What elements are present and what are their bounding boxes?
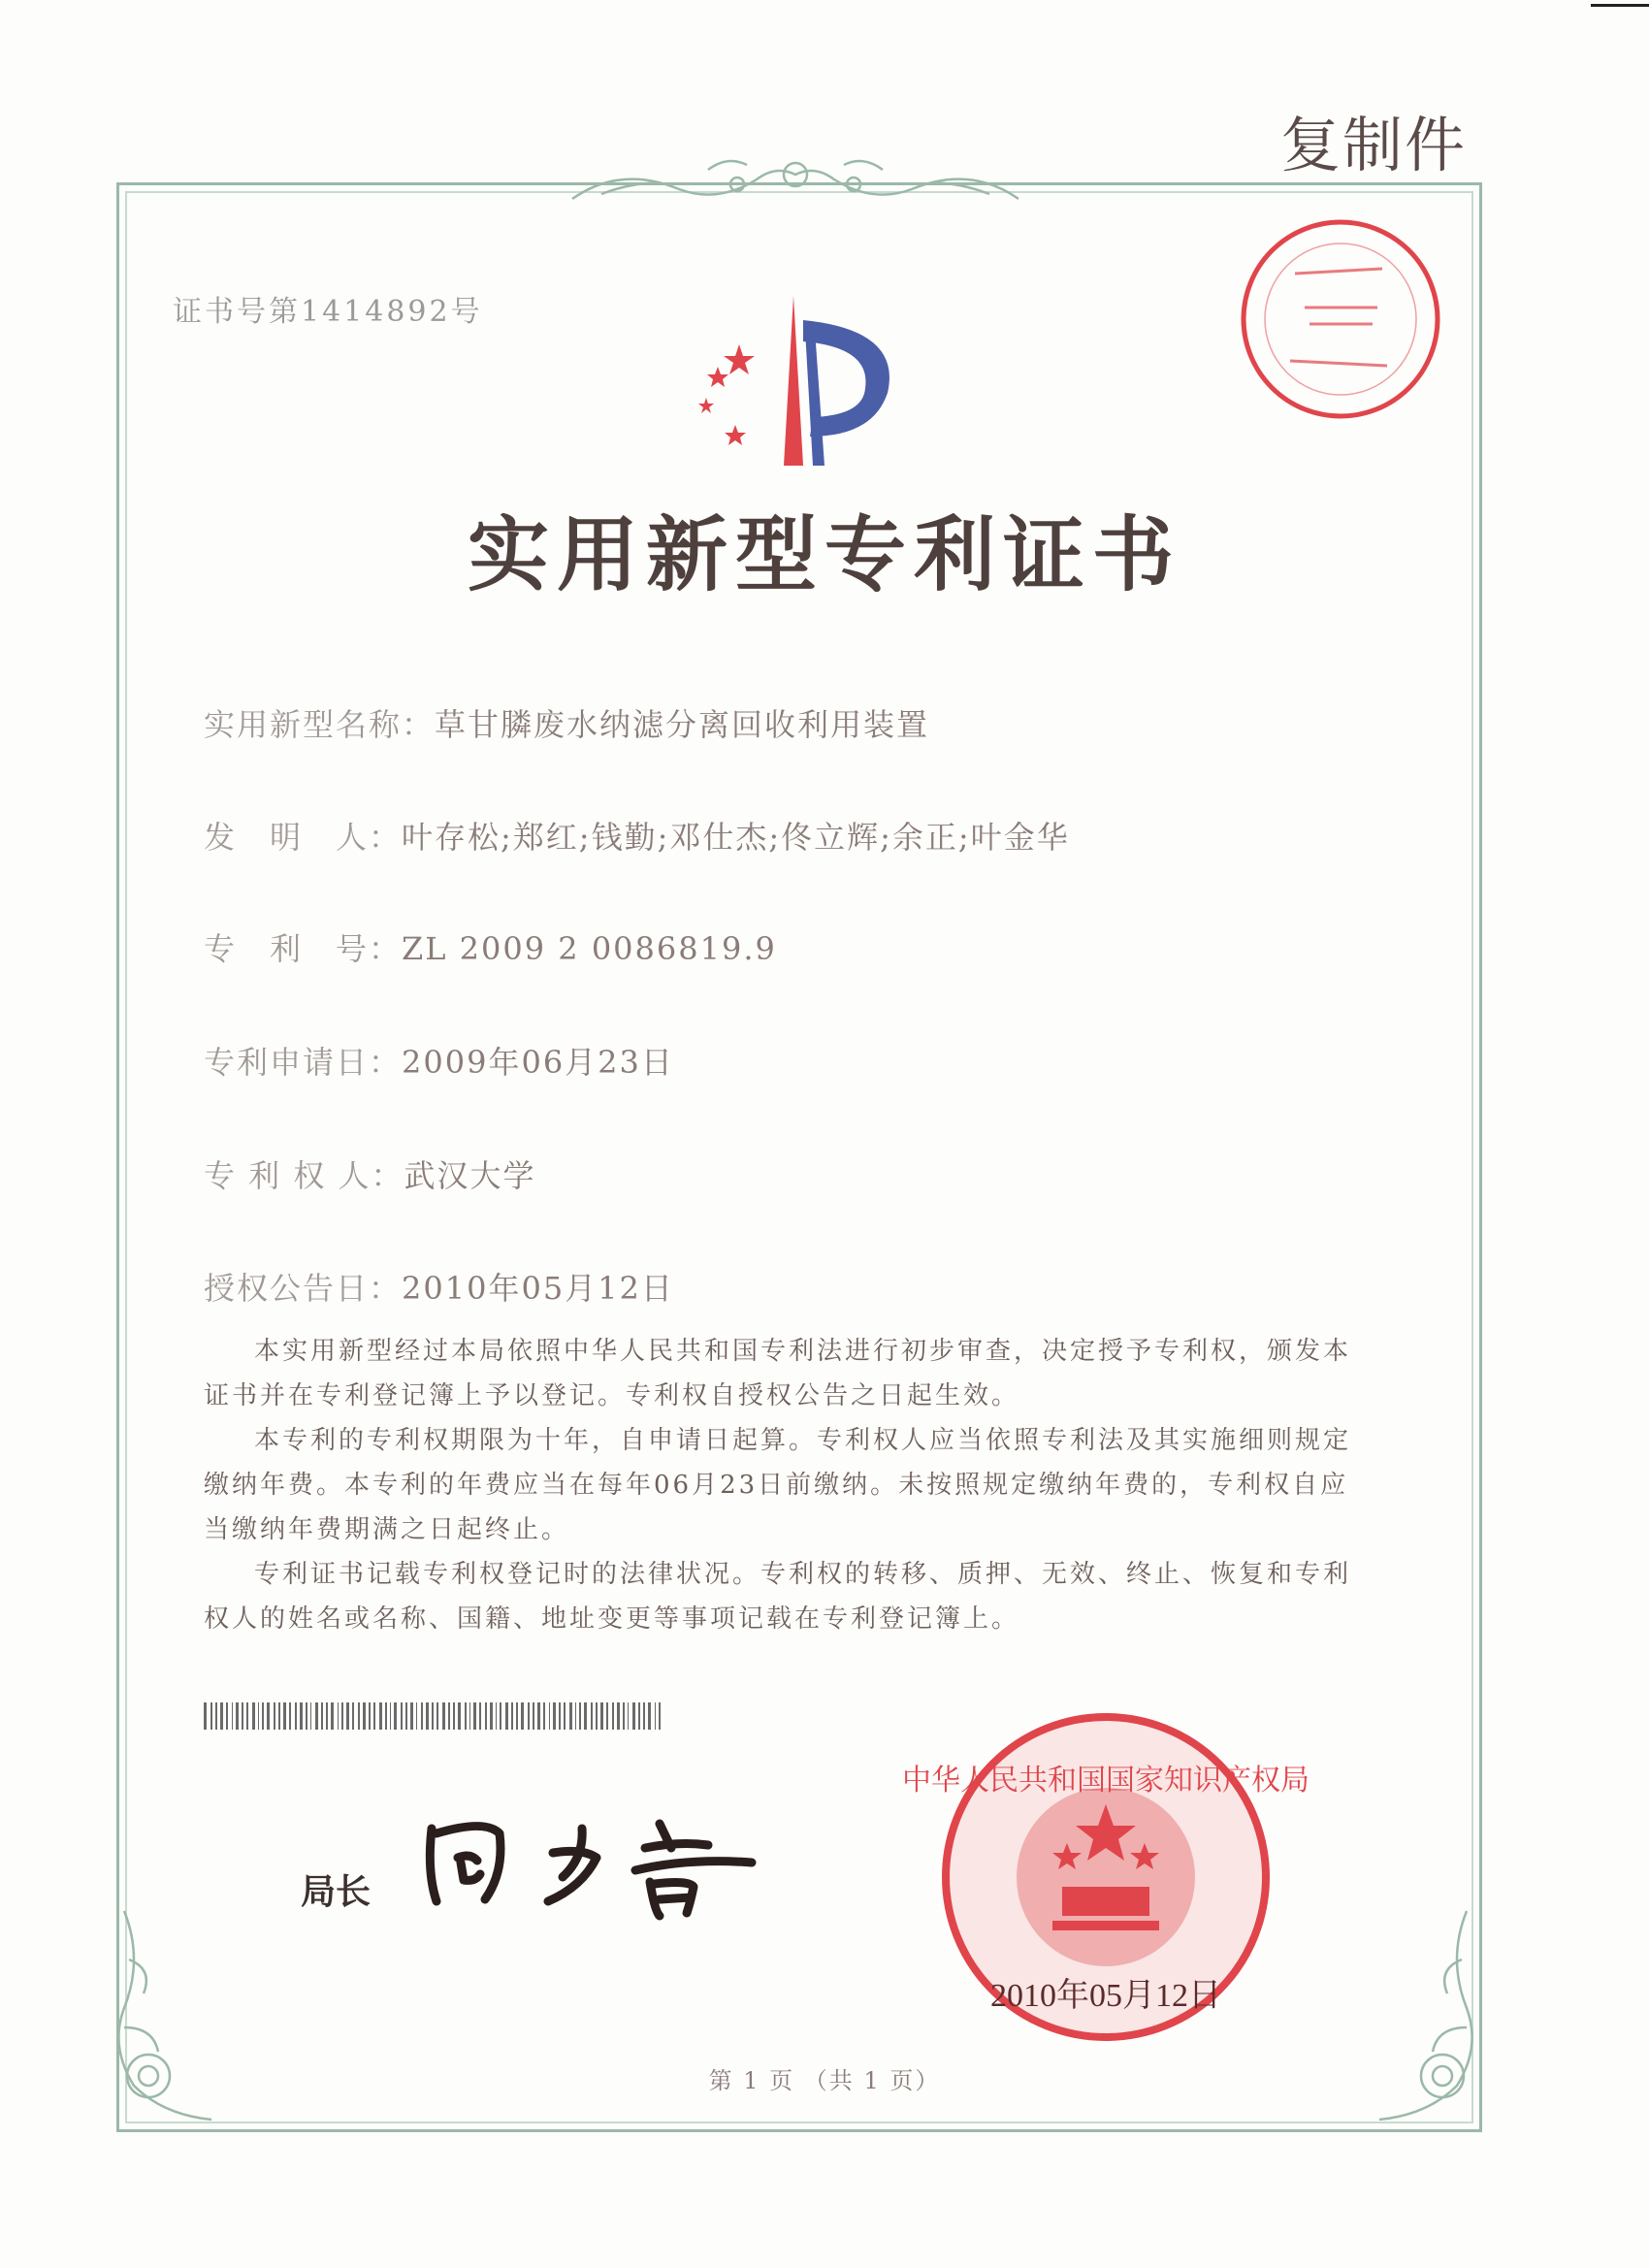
barcode-icon (204, 1702, 669, 1730)
seal-date: 2010年05月12日 (990, 1978, 1221, 2014)
field-label: 专利申请日： (204, 1044, 403, 1081)
copy-certification-seal (1237, 215, 1445, 424)
field-value: ZL 2009 2 0086819.9 (402, 930, 777, 967)
certificate-title: 实用新型专利证书 (467, 506, 1181, 602)
field-label: 授权公告日： (204, 1270, 403, 1307)
certificate-number: 证书号第1414892号 (173, 295, 483, 329)
body-paragraph: 本专利的专利权期限为十年，自申请日起算。专利权人应当依照专利法及其实施细则规定缴纳年费。本专利的年费应当在每年06月23日前缴纳。未按照规定缴纳年费的，专利权自应当缴纳年费期满之日起终止。 (204, 1426, 1352, 1544)
state-intellectual-property-office-seal (902, 1707, 1310, 2047)
bottom-right-ornament-icon (1350, 1901, 1486, 2134)
director-signature (417, 1804, 766, 1930)
field-label: 实用新型名称： (204, 706, 436, 743)
body-paragraph: 专利证书记载专利权登记时的法律状况。专利权的转移、质押、无效、终止、恢复和专利权人的姓名或名称、国籍、地址变更等事项记载在专利登记簿上。 (204, 1560, 1352, 1634)
field-value: 叶存松;郑红;钱勤;邓仕杰;佟立辉;余正;叶金华 (402, 819, 1070, 856)
certificate-body (204, 1329, 1368, 1641)
top-ornament-icon (563, 146, 1028, 213)
patent-office-logo (679, 291, 912, 475)
copy-mark: 复制件 (1280, 110, 1468, 180)
field-label: 专 利 权 人： (204, 1157, 404, 1194)
field-inventors (204, 813, 1070, 858)
field-utility-model-name (204, 700, 929, 745)
field-value: 草甘膦废水纳滤分离回收利用装置 (435, 706, 930, 743)
field-value: 2009年06月23日 (402, 1044, 674, 1081)
field-application-date (204, 1038, 674, 1083)
field-label: 发 明 人： (204, 819, 403, 856)
field-grant-announcement-date (204, 1264, 674, 1309)
field-value: 武汉大学 (404, 1157, 536, 1194)
page-number: 第 1 页 （共 1 页） (708, 2067, 941, 2094)
field-value: 2010年05月12日 (402, 1270, 674, 1307)
director-label: 局长 (301, 1871, 372, 1912)
bottom-left-ornament-icon (105, 1901, 241, 2134)
field-patent-number (204, 924, 777, 969)
svg-text:中华人民共和国国家知识产权局: 中华人民共和国国家知识产权局 (902, 1765, 1310, 1797)
field-label: 专 利 号： (204, 930, 403, 967)
corner-mark (1591, 4, 1649, 7)
body-paragraph: 本实用新型经过本局依照中华人民共和国专利法进行初步审查，决定授予专利权，颁发本证书并在专利登记簿上予以登记。专利权自授权公告之日起生效。 (204, 1337, 1352, 1410)
field-patentee (204, 1151, 536, 1196)
